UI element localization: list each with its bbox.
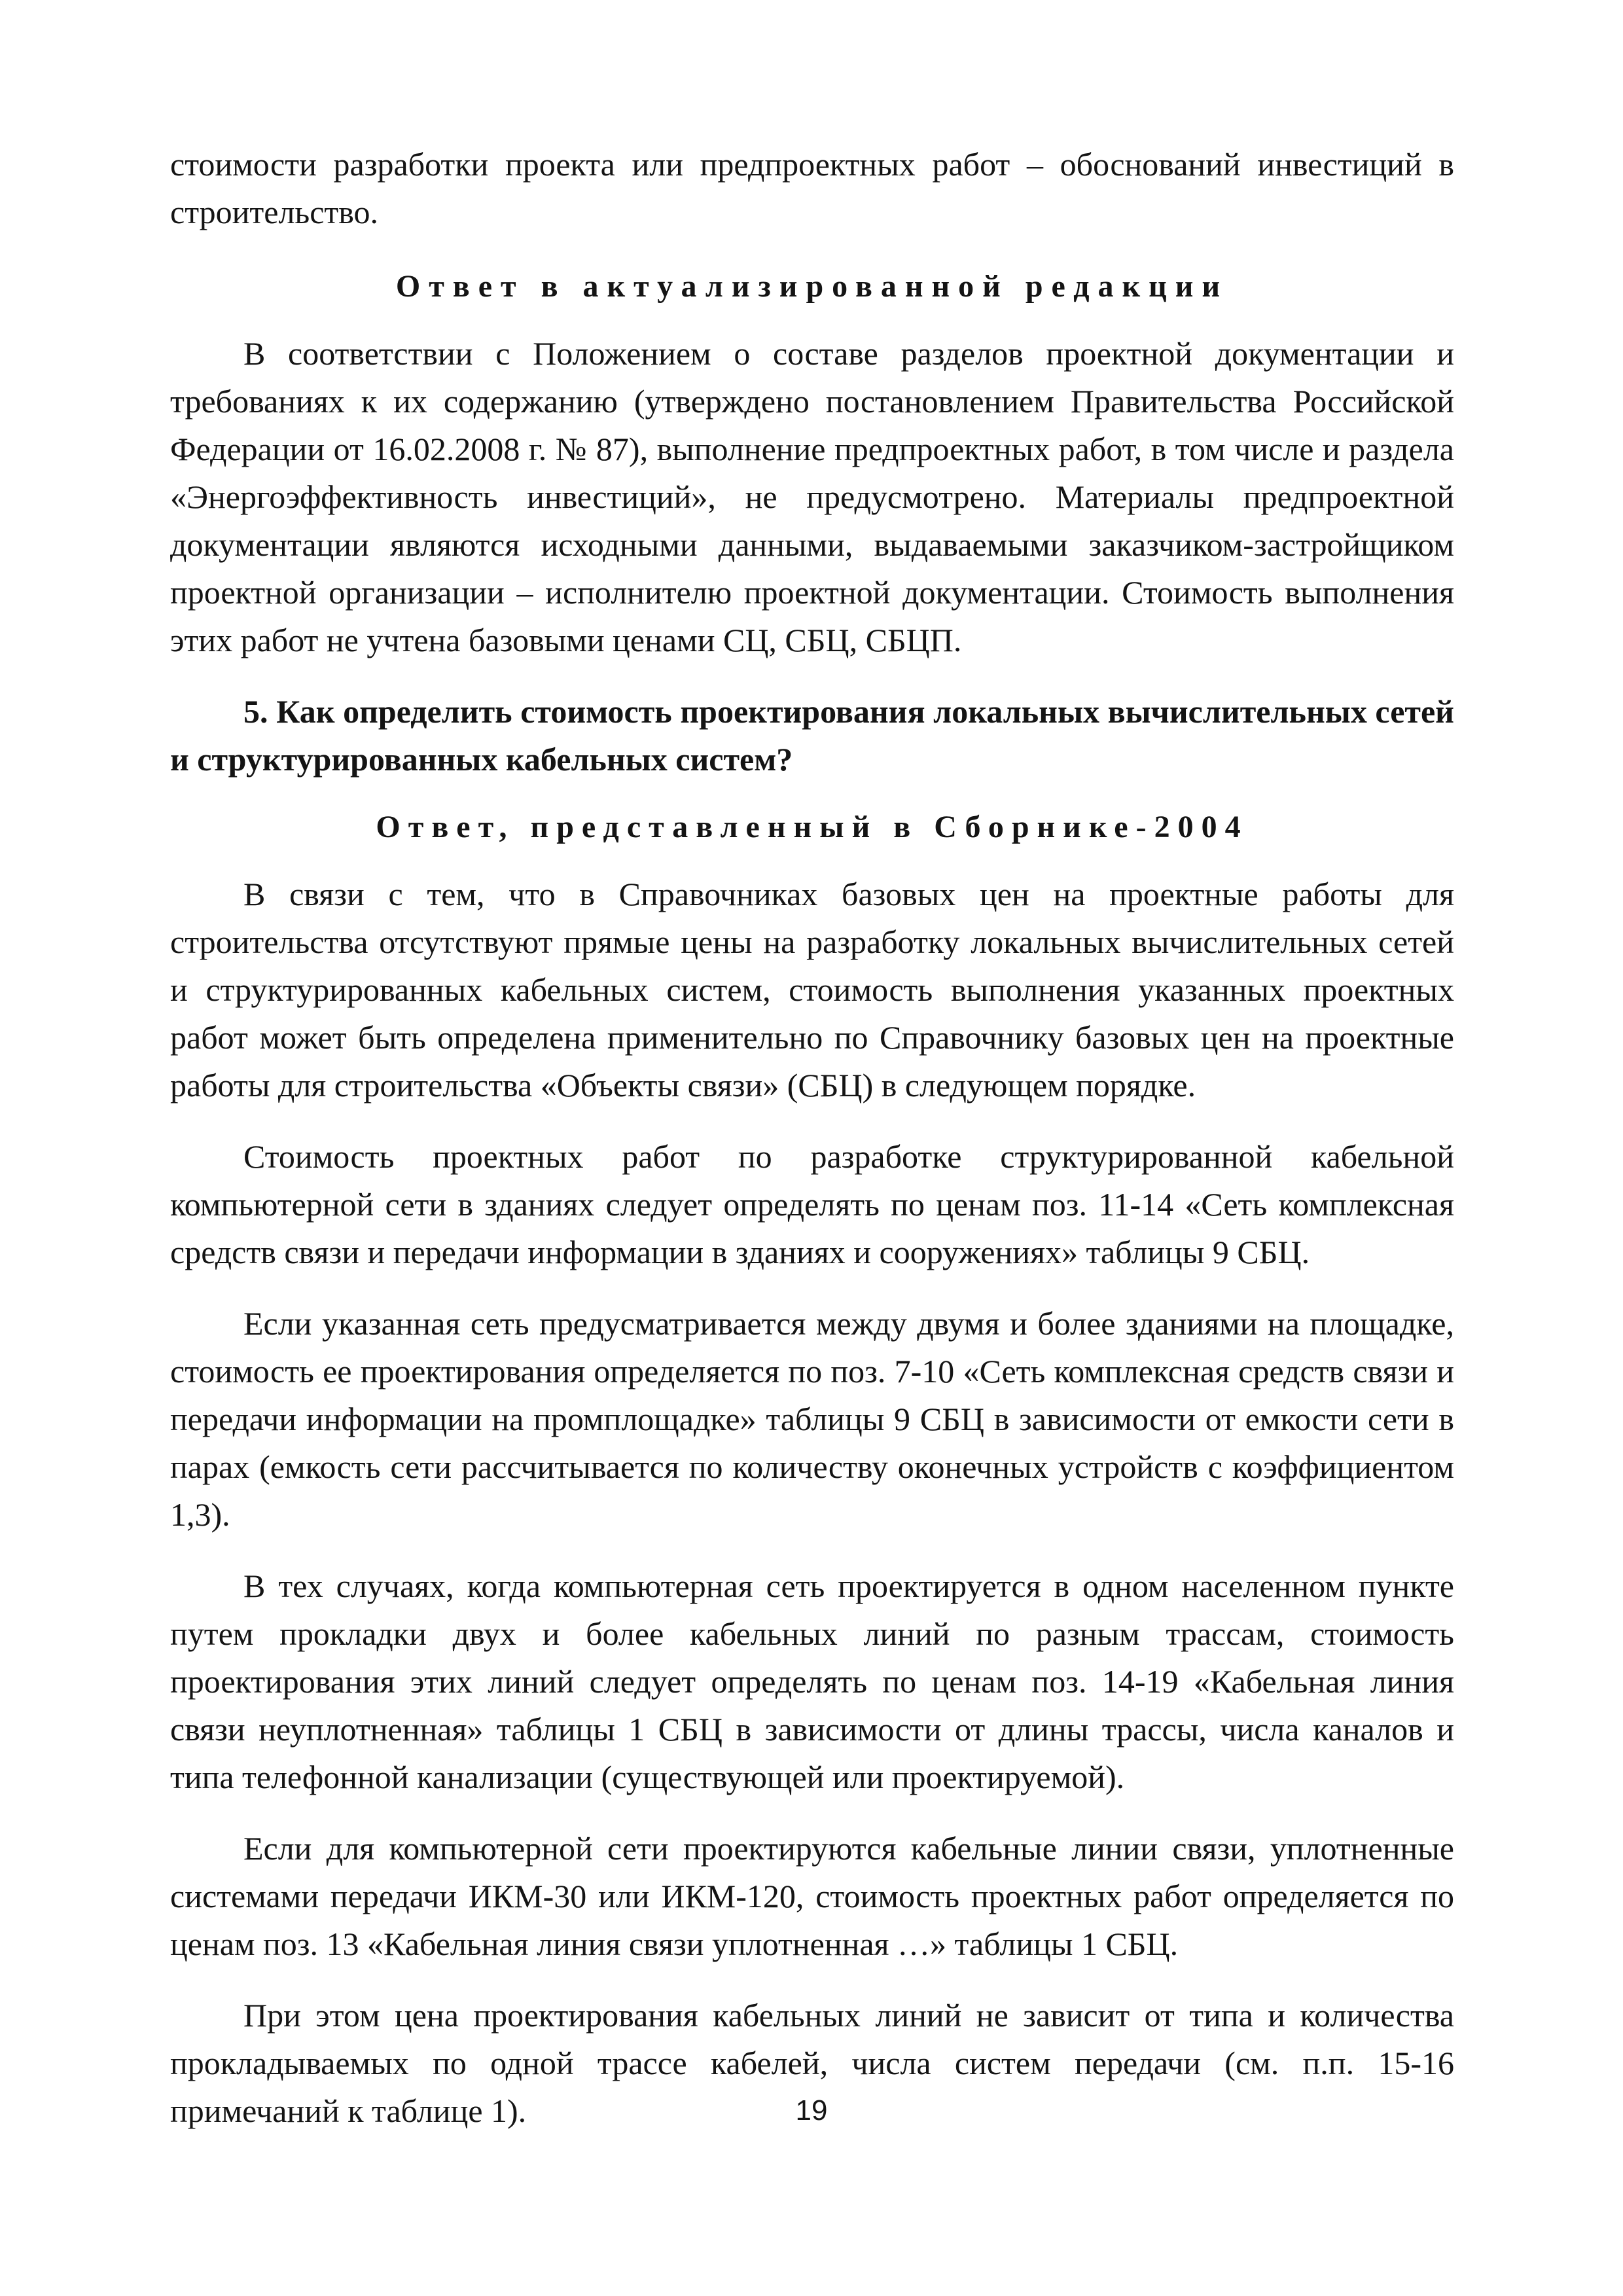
answer-updated-paragraph: В соответствии с Положением о составе разделов проектной документации и требованиях к их содержанию (утверждено постановлением Правительства Российской Федерации от 16.02.2008 г. № 87), выполнение предпроектных работ, в том числе и раздела «Энергоэффективность инвестиций», не предусмотрено. Материалы предпроектной документации являются исходными данными, выдаваемыми заказчиком-застройщиком проектной организации – исполнителю проектной документации. Стоимость выполнения этих работ не учтена базовыми ценами СЦ, СБЦ, СБЦП.: [170, 335, 1454, 658]
page-number: 19: [795, 2094, 828, 2126]
answer-paragraph-4: В тех случаях, когда компьютерная сеть проектируется в одном населенном пункте путем прокладки двух и более кабельных линий по разным трассам, стоимость проектирования этих линий следует определять по ценам поз. 14-19 «Кабельная линия связи неуплотненная» таблицы 1 СБЦ в зависимости от длины трассы, числа каналов и типа телефонной канализации (существующей или проектируемой).: [170, 1568, 1454, 1795]
intro-paragraph: стоимости разработки проекта или предпроектных работ – обоснований инвестиций в строительство.: [170, 146, 1454, 230]
answer-paragraph-1: В связи с тем, что в Справочниках базовых цен на проектные работы для строительства отсутствуют прямые цены на разработку локальных вычислительных сетей и структурированных кабельных систем, стоимость выполнения указанных проектных работ может быть определена применительно по Справочнику базовых цен на проектные работы для строительства «Объекты связи» (СБЦ) в следующем порядке.: [170, 876, 1454, 1103]
answer-paragraph-6: При этом цена проектирования кабельных линий не зависит от типа и количества прокладываемых по одной трассе кабелей, числа систем передачи (см. п.п. 15-16 примечаний к таблице 1).: [170, 1997, 1454, 2129]
answer-paragraph-3: Если указанная сеть предусматривается между двумя и более зданиями на площадке, стоимость ее проектирования определяется по поз. 7-10 «Сеть комплексная средств связи и передачи информации на промплощадке» таблицы 9 СБЦ в зависимости от емкости сети в парах (емкость сети рассчитывается по количеству оконечных устройств с коэффициентом 1,3).: [170, 1305, 1454, 1533]
heading-updated-answer: Ответ в актуализированной редакции: [395, 269, 1229, 304]
answer-paragraph-2: Стоимость проектных работ по разработке структурированной кабельной компьютерной сети в зданиях следует определять по ценам поз. 11-14 «Сеть комплексная средств связи и передачи информации в зданиях и сооружениях» таблицы 9 СБЦ.: [170, 1138, 1454, 1270]
answer-paragraph-5: Если для компьютерной сети проектируются кабельные линии связи, уплотненные системами передачи ИКМ-30 или ИКМ-120, стоимость проектных работ определяется по ценам поз. 13 «Кабельная линия связи уплотненная …» таблицы 1 СБЦ.: [170, 1830, 1454, 1962]
document-page: [170, 141, 1454, 2135]
question-5: 5. Как определить стоимость проектирования локальных вычислительных сетей и структурированных кабельных систем?: [170, 693, 1454, 778]
heading-answer-2004: Ответ, представленный в Сборнике-2004: [376, 810, 1249, 844]
